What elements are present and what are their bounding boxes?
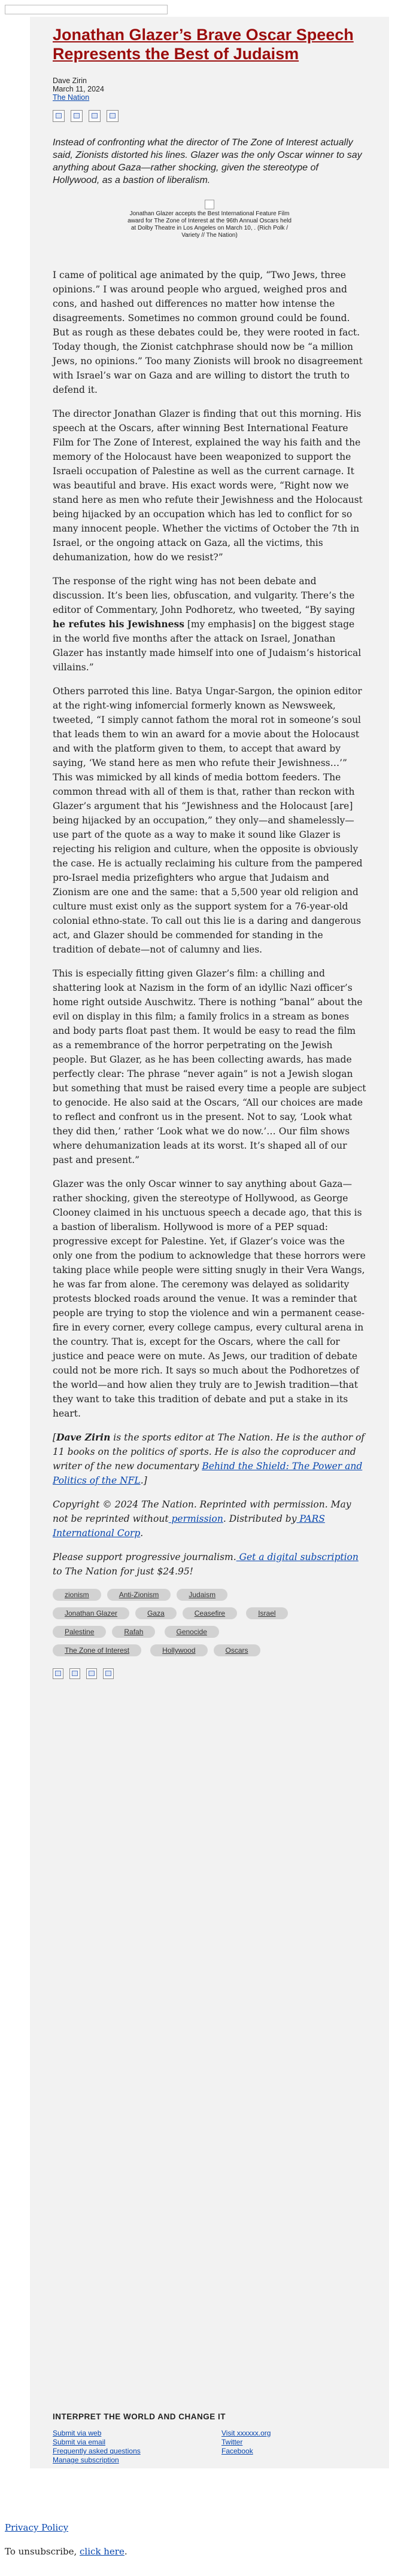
- article-title-link[interactable]: Jonathan Glazer’s Brave Oscar Speech Represents the Best of Judaism: [53, 26, 354, 63]
- publication-link[interactable]: The Nation: [53, 93, 90, 102]
- tag-pill[interactable]: The Zone of Interest: [53, 1644, 141, 1656]
- author-bio: [53, 1430, 366, 1488]
- article-figure: [126, 200, 293, 239]
- bio-text: [: [53, 1432, 57, 1443]
- support-text: to The Nation for just $24.95!: [53, 1566, 193, 1577]
- emphasis-text: he refutes his Jewishness: [53, 618, 184, 630]
- privacy-policy-link[interactable]: Privacy Policy: [5, 2522, 69, 2533]
- share-icon[interactable]: [71, 110, 83, 122]
- share-buttons-bottom: [53, 1668, 366, 1681]
- footer-heading: INTERPRET THE WORLD AND CHANGE IT: [53, 2412, 226, 2421]
- copyright-notice: [53, 1497, 366, 1540]
- share-icon[interactable]: [86, 1668, 97, 1679]
- paragraph-text: The response of the right wing has not been debate and discussion. It’s been lies, obfuscation, and vulgarity. There’s the editor of Commentary, John Podhoretz, who tweeted, “By saying: [53, 576, 356, 615]
- unsubscribe-line: [5, 2546, 127, 2557]
- newsletter-card: [30, 17, 389, 2464]
- paragraph: Glazer was the only Oscar winner to say anything about Gaza—rather shocking, given the stereotype of Hollywood, as George Clooney claimed in his unctuous speech a decade ago, that this is a bastion of liberalism. Hollywood is more of a PEP squad: progressive except for Palestine. Yet, if Glazer’s voice was the only one from the podium to acknowledge that these horrors were taking place while people were sitting snugly in their Vera Wangs, he was far from alone. The ceremony was delayed as solidarity protests blocked roads around the venue. It was a reminder that people are trying to stop the violence and win a permanent cease-fire in every corner, every college campus, every cultural arena in the country. That is, except for the Oscars, where the call for justice and peace were on mute. As Jews, our tradition of debate could not be more rich. It says so much about the Podhoretzes of the world—and how alien they truly are to Jewish tradition—that they want to take this tradition of debate and put a stake in its heart.: [53, 1179, 366, 1419]
- article-body: [53, 268, 366, 1579]
- unsubscribe-text: .: [124, 2546, 127, 2557]
- tag-pill[interactable]: Palestine: [53, 1626, 106, 1638]
- unsubscribe-link[interactable]: click here: [80, 2546, 125, 2557]
- share-icon[interactable]: [53, 110, 65, 122]
- bio-author-name: Dave Zirin: [56, 1432, 111, 1443]
- footer-links-right: [221, 2429, 271, 2456]
- paragraph: [53, 574, 366, 674]
- tag-list: [53, 1588, 304, 1662]
- tag-pill[interactable]: Ceasefire: [183, 1607, 237, 1619]
- author-name: Dave Zirin: [53, 77, 87, 85]
- support-text: Please support progressive journalism.: [53, 1552, 236, 1562]
- byline: [53, 77, 366, 102]
- facebook-link[interactable]: Facebook: [221, 2447, 253, 2455]
- support-notice: [53, 1550, 366, 1579]
- visit-site-link[interactable]: Visit xxxxxx.org: [221, 2429, 271, 2437]
- copyright-text: .: [140, 1528, 144, 1539]
- documentary-link[interactable]: Behind the Shield: The Power and Politics of the NFL: [53, 1461, 363, 1486]
- broken-image-icon: [205, 200, 214, 209]
- tag-pill[interactable]: zionism: [53, 1589, 101, 1601]
- manage-subscription-link[interactable]: Manage subscription: [53, 2456, 119, 2464]
- faq-link[interactable]: Frequently asked questions: [53, 2447, 141, 2455]
- image-caption: Jonathan Glazer accepts the Best International Feature Film award for The Zone of Interest at the 96th Annual Oscars held at Dolby Theatre in Los Angeles on March 10, . (Rich Polk / Variety // The Nation): [127, 210, 292, 239]
- paragraph: I came of political age animated by the quip, “Two Jews, three opinions.” I was around people who argued, weighed pros and cons, and hashed out differences no matter how intense the disagreements. Sometimes no common ground could be found. But as rough as these debates could be, they were rooted in fact. Today though, the Zionist catchphrase should now be “a million Jews, no opinions.” Too many Zionists will brook no disagreement with Israel’s war on Gaza and are willing to distort the truth to defend it.: [53, 270, 363, 395]
- copyright-text: . Distributed by: [223, 1513, 297, 1524]
- twitter-link[interactable]: Twitter: [221, 2438, 243, 2446]
- article-dek: Instead of confronting what the director of The Zone of Interest actually said, Zionists distorted his lines. Glazer was the only Oscar winner to say anything about Gaza—rather shocking, given the stereotype of Hollywood, as a bastion of liberalism.: [53, 138, 362, 185]
- submit-email-link[interactable]: Submit via email: [53, 2438, 106, 2446]
- tag-pill[interactable]: Anti-Zionism: [107, 1589, 171, 1601]
- share-buttons-top: [53, 110, 366, 123]
- top-banner: [0, 0, 419, 14]
- copyright-text: Copyright © 2024 The Nation. Reprinted with permission. May not be reprinted without: [53, 1499, 351, 1524]
- tag-pill[interactable]: Genocide: [165, 1626, 219, 1638]
- share-icon[interactable]: [69, 1668, 80, 1679]
- share-icon[interactable]: [107, 110, 119, 122]
- share-icon[interactable]: [89, 110, 101, 122]
- share-icon[interactable]: [53, 1668, 63, 1679]
- share-icon[interactable]: [103, 1668, 114, 1679]
- paragraph: The director Jonathan Glazer is finding that out this morning. His speech at the Oscars, after winning Best International Feature Film for The Zone of Interest, explained the way his faith and the memory of the Holocaust have been weaponized to support the Israeli occupation of Palestine as well as the current carnage. It was beautiful and brave. His exact words were, “Right now we stand here as men who refute their Jewishness and the Holocaust being hijacked by an occupation which has led to conflict for so many innocent people. Whether the victims of October the 7th in Israel, or the ongoing attack on Gaza, all the victims, this dehumanization, how do we resist?”: [53, 408, 363, 563]
- pars-link[interactable]: PARS International Corp: [53, 1513, 325, 1539]
- bio-text: is the sports editor at The Nation. He is the author of 11 books on the politics of sports. He is also the coproducer and writer of the new documentary: [53, 1432, 365, 1472]
- bio-text: .]: [140, 1475, 147, 1486]
- article: [53, 17, 366, 1681]
- tag-pill[interactable]: Gaza: [135, 1607, 177, 1619]
- paragraph-text: [my emphasis] on the biggest stage in the world five months after the attack on Israel, Jonathan Glazer has instantly made himself into one of Judaism’s historical villains.”: [53, 619, 362, 673]
- paragraph: This is especially fitting given Glazer’s film: a chilling and shattering look at Nazism in the form of an idyllic Nazi officer’s home right outside Auschwitz. There is nothing “banal” about the evil on display in this film; a family frolics in a stream as bones and body parts float past them. It would be easy to read the film as a remembrance of the horror perpetrating on the Jewish people. But Glazer, as he has been collecting awards, has made perfectly clear: The phrase “never again” is not a Jewish slogan but something that must be raised every time a people are subject to genocide. He also said at the Oscars, “All our choices are made to reflect and confront us in the present. Not to say, ‘Look what they did then,’ rather ‘Look what we do now.’… Our film shows where dehumanization leads at its worst. It’s shaped all of our past and present.”: [53, 968, 366, 1165]
- header-logo-image[interactable]: [5, 5, 168, 14]
- tag-pill[interactable]: Israel: [246, 1607, 287, 1619]
- tag-pill[interactable]: Hollywood: [150, 1644, 207, 1656]
- newsletter-footer: [30, 2399, 389, 2468]
- tag-pill[interactable]: Rafah: [112, 1626, 155, 1638]
- unsubscribe-text: To unsubscribe,: [5, 2546, 80, 2557]
- paragraph: Others parroted this line. Batya Ungar-Sargon, the opinion editor at the right-wing infomercial formerly known as Newsweek, tweeted, “I simply cannot fathom the moral rot in someone’s soul that leads them to win an award for a movie about the Holocaust and with the platform given to them, to accept that award by saying, ‘We stand here as men who refute their Jewishness…’” This was mimicked by all kinds of media bottom feeders. The common thread with all of them is that, rather than reckon with Glazer’s argument that his “Jewishness and the Holocaust [are] being hijacked by an occupation,” they only—and shamelessly—use part of the quote as a way to make it sound like Glazer is rejecting his religion and culture, when the opposite is obviously the case. He is actually reclaiming his culture from the pampered pro-Israel media prizefighters who argue that Judaism and Zionism are one and the same: that a 5,500 year old religion and culture must exist only as the support system for a 76-year-old colonial ethno-state. To call out this lie is a daring and dangerous act, and Glazer should be commended for standing in the tradition of debate—not of calumny and lies.: [53, 686, 363, 955]
- publish-date: March 11, 2024: [53, 85, 104, 93]
- tag-pill[interactable]: Jonathan Glazer: [53, 1607, 129, 1619]
- submit-web-link[interactable]: Submit via web: [53, 2429, 102, 2437]
- subscription-link[interactable]: Get a digital subscription: [236, 1552, 359, 1562]
- privacy-line: [5, 2522, 68, 2533]
- tag-pill[interactable]: Judaism: [177, 1589, 227, 1601]
- footer-links-left: [53, 2429, 141, 2465]
- tag-pill[interactable]: Oscars: [214, 1644, 260, 1656]
- permission-link[interactable]: permission: [168, 1513, 223, 1524]
